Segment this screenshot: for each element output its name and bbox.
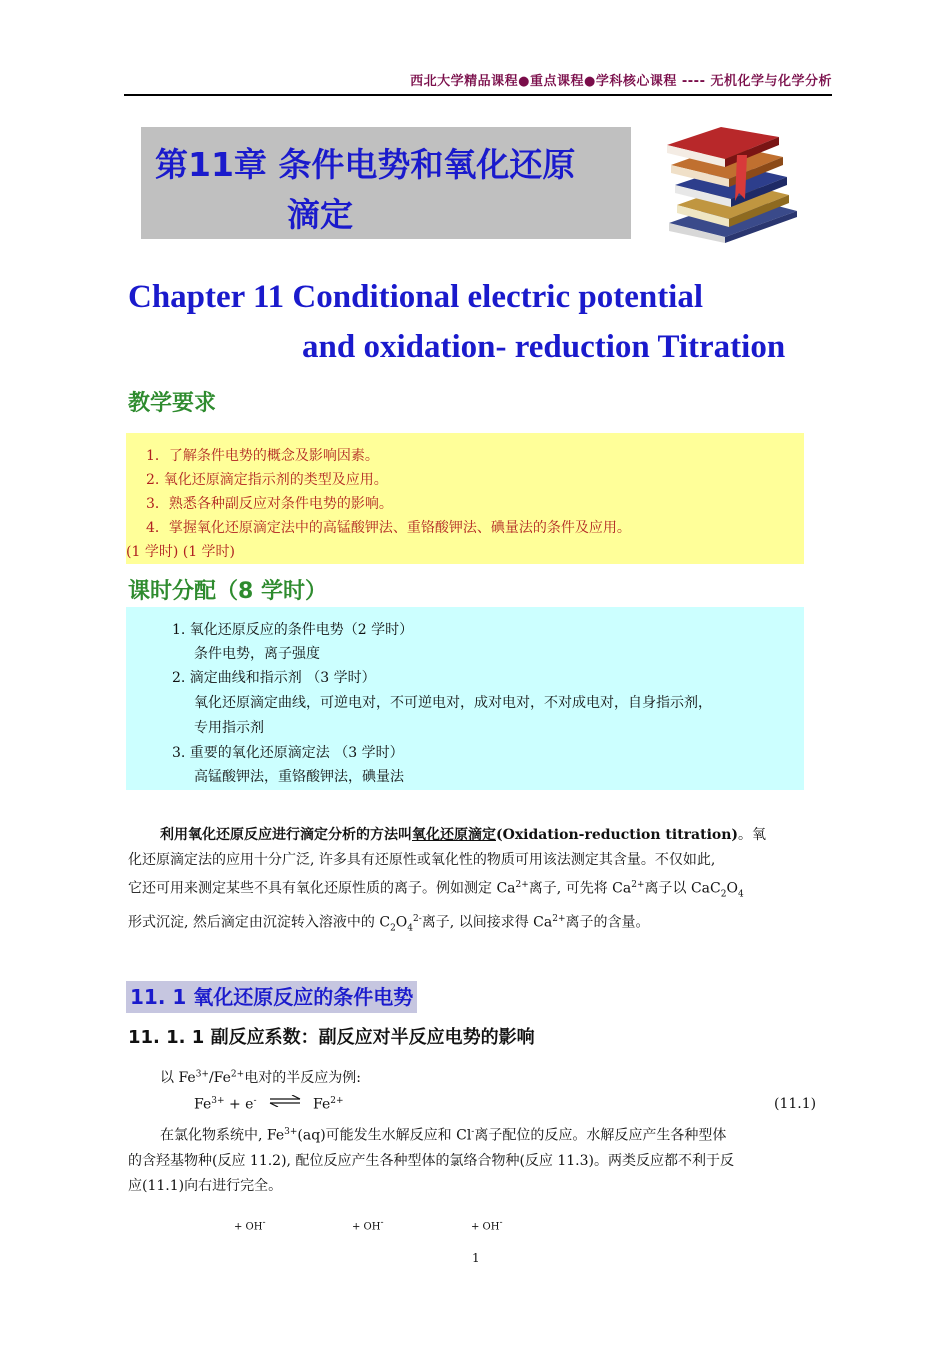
intro-bold-start: 利用氧化还原反应进行滴定分析的方法叫: [160, 827, 412, 843]
header-rule: [124, 94, 832, 96]
hydroxide-label: + OH-: [234, 1218, 266, 1233]
paragraph-line2: 的含羟基物种(反应 11.2), 配位反应产生各种型体的氯络合物种(反应 11.3)。两类反应都不利于反: [128, 1152, 734, 1169]
intro-line1-rest: 。氧: [738, 827, 767, 843]
chapter-title-box: [141, 127, 631, 239]
intro-line3c: 离子以 CaC: [644, 880, 721, 897]
equation-fe-right: Fe: [313, 1096, 331, 1113]
allocation-line: 2. 滴定曲线和指示剂 （3 学时）: [172, 670, 376, 686]
allocation-heading: 课时分配（8 学时）: [128, 579, 327, 604]
requirement-item: 3．熟悉各种副反应对条件电势的影响。: [146, 496, 393, 512]
hydroxide-label: + OH-: [471, 1218, 503, 1233]
intro-paragraph: 利用氧化还原反应进行滴定分析的方法叫氧化还原滴定(Oxidation-reduction titration)。氧 化还原滴定法的应用十分广泛, 许多具有还原性或氧化性的物质可用该法测定其含量。不仅如此, 它还可用来测定某些不具有氧化还原性质的离子。例如测定 $Ca^{2+}$离子, 可先将 $Ca^{2+}$离子以 $CaC_2O_4$ 形式沉淀, 然后滴定由沉淀转入溶液中的 $C_2O_4^{2-}$离子, 以间接求得 $Ca^{2+}$离子的含量。: [128, 823, 828, 942]
chapter-title-cn-line1: 第11章 条件电势和氧化还原: [155, 145, 576, 184]
requirement-item: 2. 氧化还原滴定指示剂的类型及应用。: [146, 472, 388, 488]
paragraph-line3: 应(11.1)向右进行完全。: [128, 1177, 283, 1194]
example-text-b: /Fe: [208, 1070, 231, 1086]
intro-line4b: 离子, 以间接求得 Ca: [421, 915, 553, 932]
requirements-box: [126, 433, 804, 564]
intro-term-en: (Oxidation-reduction titration): [496, 827, 739, 843]
page-number: 1: [472, 1251, 480, 1265]
intro-line2: 化还原滴定法的应用十分广泛, 许多具有还原性或氧化性的物质可用该法测定其含量。不仅如此,: [128, 852, 716, 868]
requirement-hours-note: (1 学时) (1 学时): [126, 544, 236, 560]
chapter-title-en-line1: Chapter 11 Conditional electric potential: [128, 279, 704, 315]
example-text-c: 电对的半反应为例:: [244, 1070, 361, 1086]
equation-plus-e: + e: [224, 1096, 254, 1113]
requirements-heading: 教学要求: [128, 391, 217, 416]
equation-left: $Fe^{3+} + e^-$: [194, 1096, 257, 1113]
intro-line3a: 它还可用来测定某些不具有氧化还原性质的离子。例如测定 Ca: [128, 880, 516, 897]
intro-line3b: 离子, 可先将 Ca: [528, 880, 632, 897]
allocation-line: 高锰酸钾法，重铬酸钾法，碘量法: [194, 769, 404, 785]
section-heading-11-1-1: 11. 1. 1 副反应系数：副反应对半反应电势的影响: [128, 1027, 535, 1048]
paragraph-text-a: 在氯化物系统中, Fe: [160, 1127, 285, 1144]
equation-number: (11.1): [774, 1096, 817, 1112]
oh-label-1: + OH: [234, 1221, 263, 1233]
chapter-title-en-line2: and oxidation- reduction Titration: [302, 329, 786, 365]
allocation-line: 3. 重要的氧化还原滴定法 （3 学时）: [172, 745, 404, 761]
allocation-line: 氧化还原滴定曲线，可逆电对，不可逆电对，成对电对，不对成电对，自身指示剂，: [194, 695, 712, 711]
section-heading-11-1: 11. 1 氧化还原反应的条件电势: [126, 981, 417, 1013]
allocation-line: 1. 氧化还原反应的条件电势（2 学时）: [172, 622, 414, 638]
books-illustration: [655, 125, 805, 243]
requirement-item: 4．掌握氧化还原滴定法中的高锰酸钾法、重铬酸钾法、碘量法的条件及应用。: [146, 520, 631, 536]
hydroxide-label: + OH-: [352, 1218, 384, 1233]
page-header: 西北大学精品课程●重点课程●学科核心课程 ---- 无机化学与化学分析: [410, 74, 832, 89]
intro-line4c: 离子的含量。: [565, 915, 650, 932]
chapter-title-cn-line2: 滴定: [287, 195, 353, 234]
paragraph-text-b: (aq)可能发生水解反应和 Cl: [297, 1127, 472, 1144]
requirement-item: 1．了解条件电势的概念及影响因素。: [146, 448, 379, 464]
allocation-line: 条件电势，离子强度: [194, 646, 320, 662]
oh-label-2: + OH: [352, 1221, 381, 1233]
paragraph-text-c: 离子配位的反应。水解反应产生各种型体: [474, 1127, 727, 1144]
intro-line4a: 形式沉淀, 然后滴定由沉淀转入溶液中的 C: [128, 915, 391, 932]
intro-term: 氧化还原滴定: [412, 827, 496, 843]
equilibrium-arrow-icon: [268, 1095, 302, 1107]
example-text-a: 以 Fe: [160, 1070, 196, 1086]
equation-right: $Fe^{2+}$: [313, 1096, 344, 1113]
example-intro: 以 $Fe^{3+}/Fe^{2+}$电对的半反应为例:: [160, 1069, 361, 1086]
equation-fe-left: Fe: [194, 1096, 212, 1113]
section-paragraph: 在氯化物系统中, $Fe^{3+}(aq)$可能发生水解反应和 Cl-离子配位的反应。水解反应产生各种型体 的含羟基物种(反应 11.2), 配位反应产生各种型体的氯络合物种(反应 11.3)。两类反应都不利于反 应(11.1)向右进行完全。: [128, 1120, 828, 1199]
allocation-box: [126, 607, 804, 790]
oh-label-3: + OH: [471, 1221, 500, 1233]
allocation-line: 专用指示剂: [194, 720, 264, 736]
